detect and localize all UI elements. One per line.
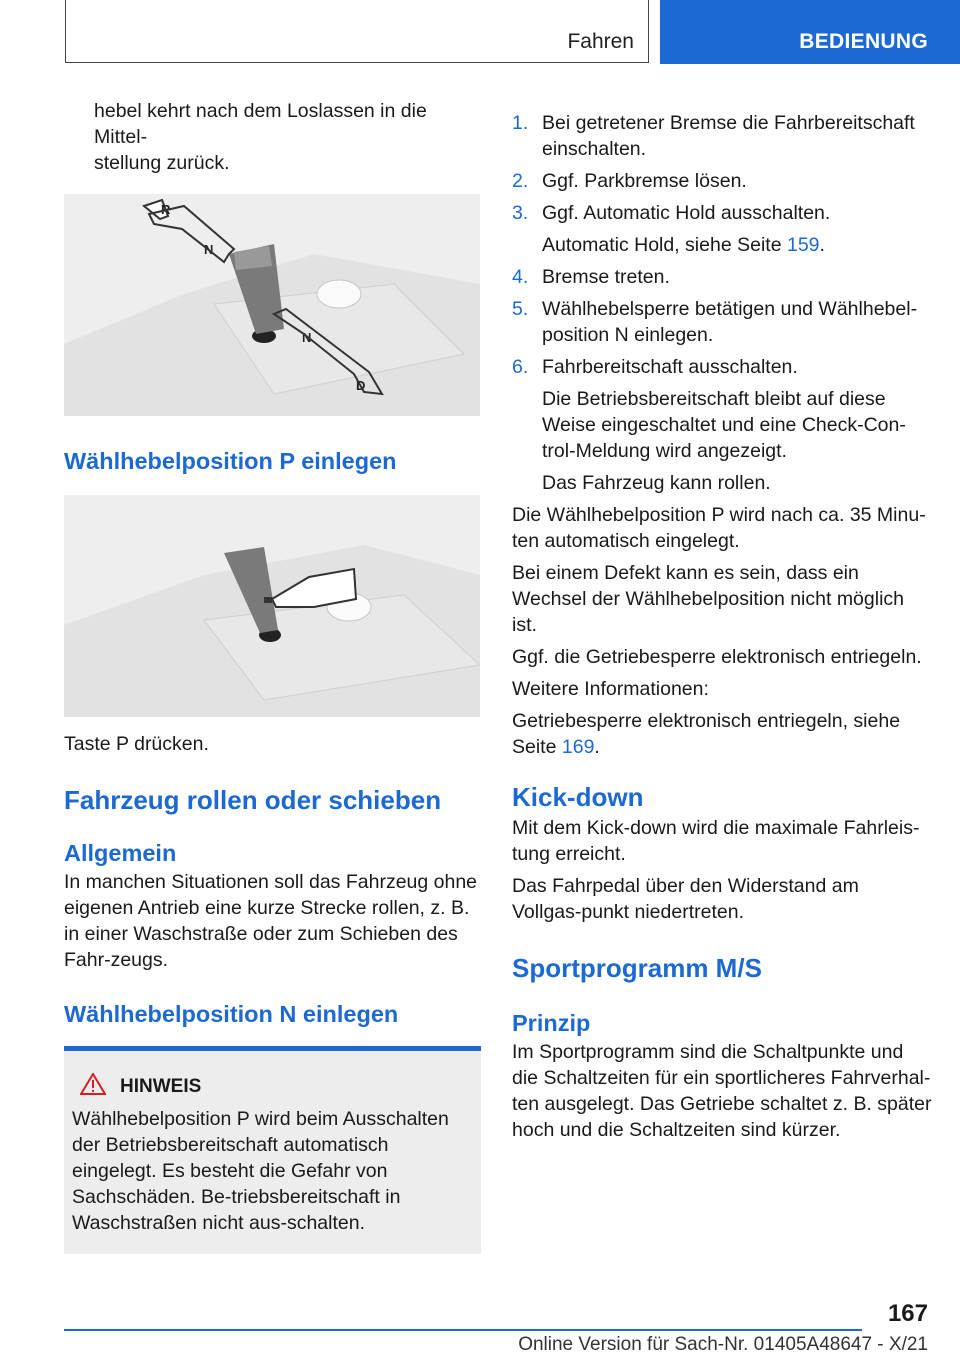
allgemein-text: In manchen Situationen soll das Fahrzeug ohne eigenen Antrieb eine kurze Strecke rollen, z. B. in einer Waschstraße oder zum Schieben des Fahr-zeugs. [64, 871, 478, 971]
fig1-label-r: R [161, 202, 171, 217]
step-text: Ggf. Automatic Hold ausschalten. [542, 202, 831, 224]
kick-text-1: Mit dem Kick-down wird die maximale Fahrleis-tung erreicht. [512, 817, 920, 865]
step-subtext [542, 232, 932, 258]
para-more-info: Weitere Informationen: [512, 678, 709, 700]
fig1-label-d: D [356, 378, 366, 393]
step-item [512, 296, 932, 348]
intro-line-1: hebel kehrt nach dem Loslassen in die Mittel- [94, 100, 427, 148]
step-subtext-text: Automatic Hold, siehe Seite [542, 234, 787, 256]
fig1-label-n: N [204, 242, 214, 257]
prinzip-text: Im Sportprogramm sind die Schaltpunkte und die Schaltzeiten für ein sportlicheres Fahrverhal-ten ausgelegt. Das Getriebe schaltet z. B. später hoch und die Schaltzeiten sind kürzer. [512, 1041, 932, 1141]
right-column [512, 110, 932, 1143]
header-chapter-tab[interactable] [660, 0, 960, 64]
heading-allgemein: Allgemein [64, 840, 177, 866]
heading-sportprogramm: Sportprogramm M/S [512, 953, 762, 983]
para-unlock-ref-end: . [594, 736, 600, 758]
step-number: 6. [512, 356, 529, 378]
para-defect: Bei einem Defekt kann es sein, dass ein Wechsel der Wählhebelposition nicht möglich ist. [512, 562, 905, 636]
step-number: 4. [512, 266, 529, 288]
step-number: 1. [512, 112, 529, 134]
para-auto-p: Die Wählhebelposition P wird nach ca. 35 Minu-ten automatisch eingelegt. [512, 504, 926, 552]
para-unlock-ref [512, 708, 932, 760]
step-item [512, 168, 932, 194]
para-unlock-ref-text: Getriebesperre elektronisch entriegeln, siehe Seite [512, 710, 901, 758]
heading-position-p: Wählhebelposition P einlegen [64, 448, 397, 474]
step-text: Bremse treten. [542, 266, 670, 288]
step-text: Ggf. Parkbremse lösen. [542, 170, 747, 192]
step-number: 2. [512, 170, 529, 192]
step-item [512, 354, 932, 496]
header-section-title: Fahren [567, 30, 634, 53]
intro-line-2: stellung zurück. [94, 152, 230, 174]
footer-divider [64, 1329, 862, 1331]
note-header [72, 1073, 471, 1100]
fig1-label-n2: N [302, 330, 312, 345]
header-section-box [65, 0, 649, 63]
step-number: 5. [512, 298, 529, 320]
footer-version-text: Online Version für Sach-Nr. 01405A48647 - X/21 [518, 1334, 928, 1355]
warning-note [64, 1046, 481, 1254]
para-unlock: Ggf. die Getriebesperre elektronisch entriegeln. [512, 646, 922, 668]
step-item [512, 200, 932, 258]
step-text: Fahrbereitschaft ausschalten. [542, 356, 798, 378]
selector-lever-figure-2 [64, 495, 480, 717]
note-text: Wählhebelposition P wird beim Ausschalten der Betriebsbereitschaft automatisch eingelegt. Es besteht die Gefahr von Sachschäden. Be-triebsbereitschaft in Waschstraßen nicht aus-schalten. [72, 1108, 449, 1234]
page-number: 167 [887, 1300, 928, 1327]
left-column [64, 98, 481, 1254]
header-chapter-title: BEDIENUNG [799, 30, 928, 53]
step-item [512, 110, 932, 162]
step-subtext-2: Das Fahrzeug kann rollen. [542, 472, 771, 494]
page-link-169[interactable]: 169 [561, 736, 595, 758]
heading-kick-down: Kick-down [512, 782, 644, 812]
heading-position-n: Wählhebelposition N einlegen [64, 1001, 399, 1027]
step-text: Bei getretener Bremse die Fahrbereitschaft einschalten. [542, 112, 915, 160]
step-text: Wählhebelsperre betätigen und Wählhebel-position N einlegen. [542, 298, 918, 346]
step-subtext-end: . [819, 234, 825, 256]
step-item [512, 264, 932, 290]
step-subtext-1: Die Betriebsbereitschaft bleibt auf diese Weise eingeschaltet und eine Check-Con-trol-Meldung wird angezeigt. [542, 388, 906, 462]
step-number: 3. [512, 202, 529, 224]
heading-roll-push: Fahrzeug rollen oder schieben [64, 785, 442, 815]
heading-prinzip: Prinzip [512, 1010, 591, 1036]
step-list [512, 110, 932, 496]
page-link-159[interactable]: 159 [786, 234, 820, 256]
selector-lever-figure-1 [64, 194, 480, 416]
kick-text-2: Das Fahrpedal über den Widerstand am Vollgas-punkt niedertreten. [512, 875, 859, 923]
note-label: HINWEIS [120, 1075, 202, 1097]
warning-triangle-icon [80, 1073, 108, 1100]
caption-taste-p: Taste P drücken. [64, 733, 209, 755]
